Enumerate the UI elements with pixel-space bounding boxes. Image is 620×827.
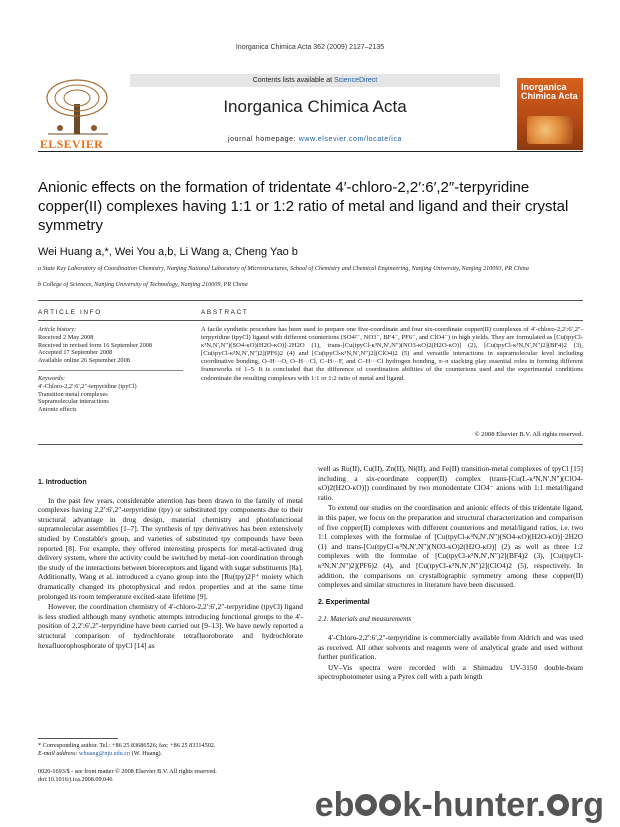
history-item: Accepted 17 September 2008 [38,349,113,357]
paragraph: In the past few years, considerable attention has been drawn to the family of metal complexes having 2,2′:6′,2″-terpyridine (tpy) or substituted tpy components due to their structural advantage in drug design, material chemistry and photofunctional supramolecular assemblies [1–7]. The synthesis of tpy derivatives has been extensively studied by Constable's group, and varieties of substituted tpy compounds have been reported [8]. For example, they offered interesting prospects for metal-activated drug delivery system, where the activity could be switched by metal–ion coordination through the study of the interactions between bioreceptors and ligand with sugar substituents [8a]. Additionally, Wang et al. introduced a cyano group into the [Ru(tpy)2]²⁺ moiety which dramatically changed its photophysical and redox properties and at the same time prolonged its room temperature excited-state lifetime [9]. [38,495,303,601]
keywords-header: Keywords: [38,374,66,382]
keyword: Supramolecular interactions [38,398,109,406]
copyright: © 2008 Elsevier B.V. All rights reserved. [474,431,583,438]
divider [38,300,583,301]
journal-name: Inorganica Chimica Acta [223,97,407,116]
body-column-left [38,478,303,651]
elsevier-logo [38,78,118,150]
cover-title: Inorganica Chimica Acta [521,82,578,101]
contents-prefix: Contents lists available at [252,77,335,84]
ring-icon [355,794,377,816]
history-item: Received 2 May 2008 [38,333,94,341]
footnote-rule [38,738,118,739]
cover-image [527,116,573,144]
footnote [38,738,303,758]
issn-line: 0020-1693/$ - see front matter © 2008 Elsevier B.V. All rights reserved. [38,768,217,775]
watermark-text: rg [570,786,604,824]
journal-masthead [38,72,583,152]
email-line [38,750,303,758]
paragraph: well as Ru(II), Cu(II), Zn(II), Ni(II), and Fe(II) transition-metal complexes of tpyCl [15] including a six-coordinate copper(II) complex (trans-[Cu(L-κ³N,N′,N″)(ClO4-κO)2(H2O-κO)]) coordinated by two monodentate ClO4⁻ anions with 1:1 metal/ligand ratio. [318,464,583,502]
journal-cover [517,78,583,150]
keyword: 4′-Chloro-2,2′:6′,2″-terpyridine (tpyCl) [38,382,137,390]
contents-line [130,74,500,87]
keyword: Transition metal complexes [38,390,108,398]
divider [38,444,583,445]
paragraph: UV–Vis spectra were recorded with a Shimadzu UV-3150 double-beam spectrophotometer using a Pyrex cell with a path length [318,662,583,682]
homepage-prefix: journal homepage: [227,136,299,143]
keyword: Anionic effects [38,406,77,414]
email-label: E-mail address: [38,750,80,757]
corresponding-author: * Corresponding author. Tel.: +86 25 83686526; fax: +86 25 83314502. [38,742,216,749]
article-info [38,326,188,414]
paragraph: 4′-Chloro-2,2′:6′,2″-terpyridine is commercially available from Aldrich and was used as received. All other solvents and reagents were of analytical grade and used without further purification. [318,632,583,662]
history-item: Available online 26 September 2008 [38,357,130,365]
divider [38,370,183,371]
email-suffix: (W. Huang). [130,750,163,757]
watermark-text: k-hunter. [402,786,546,824]
section-heading: 1. Introduction [38,479,87,486]
section-heading: 2. Experimental [318,598,370,606]
doi-line: doi:10.1016/j.ica.2008.09.046 [38,776,113,783]
affiliation-a: a State Key Laboratory of Coordination Chemistry, Nanjing National Laboratory of Microstructures, School of Chemistry and Chemical Engineering, Nanjing University, Nanjing 210093, PR China [38,265,529,272]
divider [38,320,583,321]
history-item: Received in revised form 16 September 2008 [38,341,153,349]
publisher-name: ELSEVIER [40,137,104,151]
history-header: Article history: [38,326,77,333]
homepage-link[interactable]: www.elsevier.com/locate/ica [298,136,403,143]
journal-reference: Inorganica Chimica Acta 362 (2009) 2127–2135 [235,44,385,51]
affiliation-b: b College of Sciences, Nanjing University of Technology, Nanjing 210009, PR China [38,281,248,288]
paragraph: However, the coordination chemistry of 4′-chloro-2,2′:6′,2″-terpyridine (tpyCl) ligand is less studied although many synthetic attempts introducing functional groups to the 4′-position of 2,2′:6′,2″-terpyridine have been carried out [9–13]. We have newly reported a structural comparison of hydrochlorate tetrafluoroborate and hydrochlorate hexafluorophosphorate of tpyCl [14] as [38,602,303,650]
watermark-text: eb [314,786,355,824]
paragraph: To extend our studies on the coordination and anionic effects of this tridentate ligand, in this paper, we focus on the preparation and structural characterization and comparison of five copper(II) complexes with different counterions and metal/ligand ratios, i.e. two 1:1 complexes with the formulae of [Cu(tpyCl-κ³N,N′,N″)(SO4-κO)(H2O-κO)]·2H2O (1) and trans-[Cu(tpyCl-κ³N,N′,N″)(NO3-κO)2(H2O-κO)] (2) as well as three 1:2 complexes with the formulae of [Cu(tpyCl-κ³N,N′,N″)2](BF4)2 (3), [Cu(tpyCl-κ³N,N′,N″)2](PF6)2 (4), and [Cu(tpyCl-κ³N,N′,N″)2](ClO4)2 (5), respectively. In addition, the comparisons on crystallographic symmetry among these copper(II) complexes and similar structures in literature have been discussed. [318,503,583,590]
author-list: Wei Huang a,*, Wei You a,b, Li Wang a, Cheng Yao b [38,246,298,258]
front-matter [38,768,303,784]
article-info-label: ARTICLE INFO [38,309,102,316]
journal-homepage [130,136,500,143]
ring-icon [379,794,401,816]
body-column-right [318,464,583,683]
abstract-label: ABSTRACT [201,309,249,316]
article-title: Anionic effects on the formation of tridentate 4′-chloro-2,2′:6′,2″-terpyridine copper(II) complexes having 1:1 or 1:2 ratio of metal and ligand and their crystal symmetry [38,179,569,234]
tree-icon [38,78,118,140]
ring-icon [547,794,569,816]
abstract-text: A facile synthetic procedure has been used to prepare one five-coordinate and four six-coordinate copper(II) complexes of 4′-chloro-2,2′:6′,2″-terpyridine (tpyCl) ligand with different counterions (SO4²⁻, NO3⁻, BF4⁻, PF6⁻, and ClO4⁻) in high yields. They are formulated as [Cu(tpyCl-κ³N,N′,N″)(SO4-κO)(H2O-κO)]·2H2O (1), trans-[Cu(tpyCl-κ³N,N′,N″)(NO3-κO)2(H2O-κO)] (2), [Cu(tpyCl-κ³N,N′,N″)2](BF4)2 (3), [Cu(tpyCl-κ³N,N′,N″)2](PF6)2 (4) and [Cu(tpyCl-κ³N,N′,N″)2](ClO4)2 (5) and versatile interactions in supramolecular level including coordinative bonding, O–H···O, O–H···Cl, C–H···F, and C–H···Cl hydrogen bonding, π–π stacking play essential roles in forming different frameworks of 1–5. It is concluded that the difference of coordination abilities of the counterions used and the experimental conditions codominate the resulting complexes with 1:1 or 1:2 ratio of metal and ligand. [201,326,583,382]
sciencedirect-link[interactable]: ScienceDirect [334,77,378,84]
email-link[interactable]: whuang@nju.edu.cn [79,750,131,757]
subsection-heading: 2.1. Materials and measurements [318,615,412,624]
watermark [150,785,610,825]
